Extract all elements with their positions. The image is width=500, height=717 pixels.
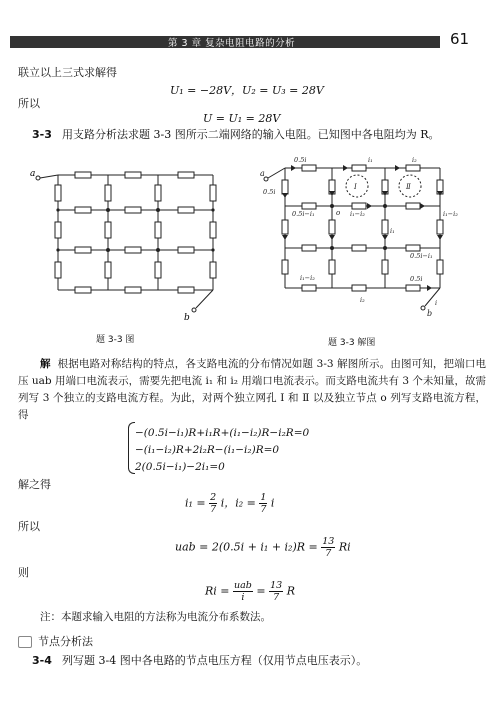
solve-result-intro: 解之得 bbox=[18, 478, 51, 491]
result-i2-label: i，i₂ = bbox=[220, 496, 256, 510]
solution-paragraph bbox=[18, 356, 486, 424]
page-header bbox=[0, 0, 500, 50]
figure2-caption: 题 3-3 解图 bbox=[328, 338, 376, 348]
then-text: 则 bbox=[18, 566, 29, 579]
fig2-current-top: 0.5i bbox=[294, 156, 307, 164]
system-eq-3: 2(0.5i−i₁)−2i₁=0 bbox=[135, 461, 225, 473]
fraction-i2 bbox=[259, 492, 267, 515]
fraction-uab bbox=[321, 536, 335, 559]
problem-text: 用支路分析法求题 3-3 图所示二端网络的输入电阻。已知图中各电阻均为 R。 bbox=[62, 128, 440, 141]
problem2-number: 3-4 bbox=[32, 654, 52, 667]
fig1-terminal-a: a bbox=[30, 169, 36, 179]
fig2-current-left: 0.5i bbox=[263, 188, 276, 196]
fig2-mesh-1: Ⅰ bbox=[354, 183, 357, 191]
fig2-current-bottom-left: i₁−i₂ bbox=[300, 274, 315, 282]
section-heading bbox=[18, 633, 93, 649]
figure-3-3-circuit bbox=[28, 150, 228, 330]
result-tail: i bbox=[270, 496, 275, 510]
solution-text: 根据电路对称结构的特点，各支路电流的分布情况如题 3-3 解图所示。由图可知，把端口电压 uab 用端口电流表示，需要先把电流 i₁ 和 i₂ 用端口电流表示。而支路电流共有 3 个未知量，故需列写 3 个独立的支路电流方程。为此，对两个独立网孔 Ⅰ 和 Ⅱ 以及独立节点 o 列写支路电流方程，得 bbox=[18, 358, 486, 421]
section-icon bbox=[18, 636, 32, 648]
fig2-current-bottom: i₂ bbox=[360, 296, 365, 304]
equation-u-values: U₁ = −28V，U₂ = U₃ = 28V bbox=[170, 84, 324, 97]
fraction-i2-den: 7 bbox=[260, 504, 267, 515]
therefore-text: 所以 bbox=[18, 97, 40, 110]
section-title: 节点分析法 bbox=[38, 635, 93, 648]
fig2-current-i1i2: i₁−i₂ bbox=[350, 210, 365, 218]
equation-u: U = U₁ = 28V bbox=[203, 112, 281, 125]
fig2-current-i2-top: i₂ bbox=[412, 156, 417, 164]
fig2-current-right: i₁−i₂ bbox=[443, 210, 458, 218]
fig2-current-i1-mid: i₁ bbox=[390, 227, 395, 235]
fraction-uab-den: 7 bbox=[325, 548, 332, 559]
ri-tail: R bbox=[286, 584, 295, 598]
fraction-uab-num: 13 bbox=[322, 536, 335, 547]
fraction-ri bbox=[269, 580, 283, 603]
fraction-uab-i-den: i bbox=[241, 592, 245, 603]
fraction-uab-i bbox=[233, 580, 253, 603]
fig2-node-o: o bbox=[336, 209, 341, 217]
fig2-current-bottom-right: 0.5i bbox=[410, 275, 423, 283]
therefore-text-2: 所以 bbox=[18, 520, 40, 533]
fig2-current-i: i bbox=[435, 299, 438, 307]
uab-equation bbox=[175, 536, 351, 559]
ri-equals: = bbox=[256, 584, 266, 598]
equation-system-brace bbox=[128, 422, 135, 474]
figure1-caption: 题 3-3 图 bbox=[96, 335, 135, 345]
solve-intro: 联立以上三式求解得 bbox=[18, 66, 117, 79]
fig2-mesh-2: Ⅱ bbox=[406, 183, 411, 191]
fig2-terminal-b: b bbox=[427, 309, 433, 318]
problem2-text: 列写题 3-4 图中各电路的节点电压方程（仅用节点电压表示）。 bbox=[62, 654, 368, 667]
result-currents bbox=[185, 492, 274, 515]
fig2-current-diff: 0.5i−i₁ bbox=[292, 210, 315, 218]
page-number: 61 bbox=[450, 30, 470, 48]
uab-expression: uab = 2(0.5i + i₁ + i₂)R = bbox=[175, 540, 318, 554]
ri-label: Ri = bbox=[205, 584, 230, 598]
problem-number: 3-3 bbox=[32, 128, 52, 141]
fraction-ri-den: 7 bbox=[273, 592, 280, 603]
fraction-uab-i-num: uab bbox=[234, 580, 252, 591]
figure-3-3-solution-circuit bbox=[260, 148, 460, 333]
fraction-i2-num: 1 bbox=[260, 492, 267, 503]
chapter-title: 第 3 章 复杂电阻电路的分析 bbox=[168, 38, 296, 49]
fig2-terminal-a: a bbox=[260, 169, 265, 178]
fraction-i1-num: 2 bbox=[210, 492, 217, 503]
fraction-i1-den: 7 bbox=[210, 504, 217, 515]
fig2-current-bottom-mid: 0.5i−i₁ bbox=[410, 252, 433, 260]
system-eq-2: −(i₁−i₂)R+2i₂R−(i₁−i₂)R=0 bbox=[135, 444, 280, 456]
input-resistance-equation bbox=[205, 580, 295, 603]
equation-system bbox=[135, 425, 309, 476]
uab-tail: Ri bbox=[338, 540, 351, 554]
note-text: 注：本题求输入电阻的方法称为电流分布系数法。 bbox=[40, 611, 271, 623]
solution-label: 解 bbox=[40, 358, 51, 370]
fig2-current-i1-top: i₁ bbox=[368, 156, 373, 164]
fraction-i1 bbox=[209, 492, 217, 515]
fig1-terminal-b: b bbox=[184, 313, 190, 323]
fraction-ri-num: 13 bbox=[270, 580, 283, 591]
system-eq-1: −(0.5i−i₁)R+i₁R+(i₁−i₂)R−i₂R=0 bbox=[135, 427, 310, 439]
result-i1-label: i₁ = bbox=[185, 496, 206, 510]
